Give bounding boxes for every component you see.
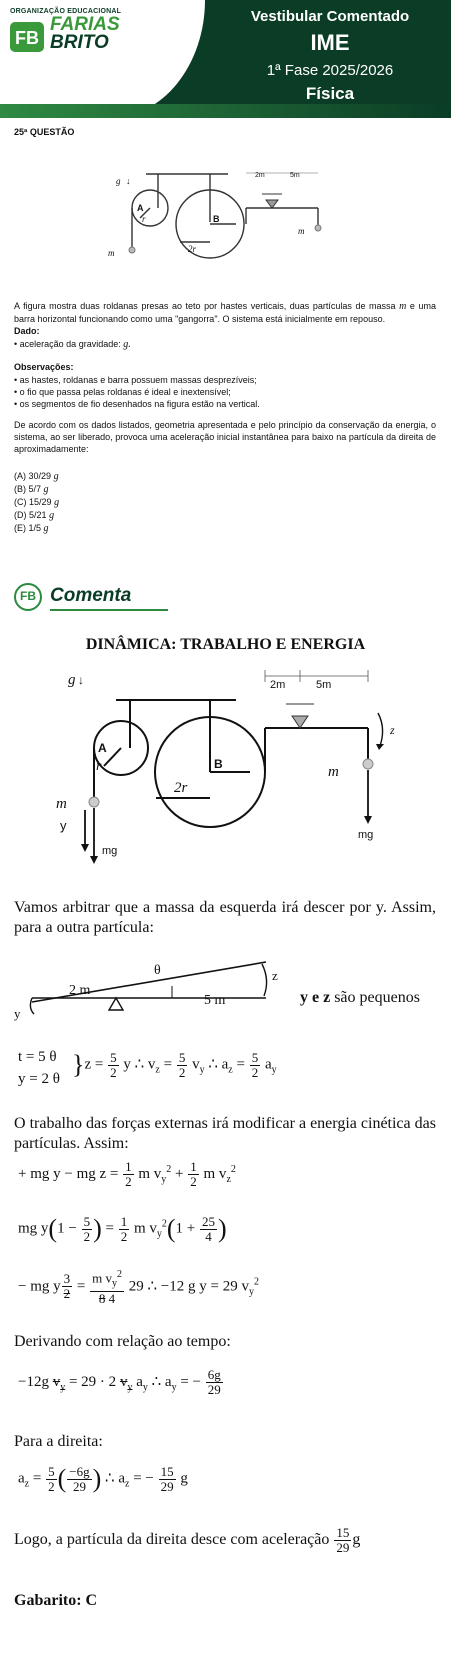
header-accent-bar [0,104,451,118]
seesaw-theta: θ [154,963,161,978]
fig2-mass-left: m [56,796,67,812]
fig1-radius-a: r [142,214,146,224]
fig2-spacing2: 5m [316,679,332,691]
statement-part1: A figura mostra duas roldanas presas ao teto por hastes verticais, duas partículas de massa [14,301,396,311]
comenta-badge-icon: FB [14,583,42,611]
para-trabalho: O trabalho das forças externas irá modificar a energia cinética das partículas. Assim: [14,1115,436,1152]
logo-mark-icon [10,22,44,52]
seesaw-figure [14,952,284,1022]
obs-item-2: • o fio que passa pelas roldanas é ideal e inextensível; [14,387,231,397]
fig1-mass-left: m [108,248,115,258]
question-statement [14,300,436,325]
para-direita: Para a direita: [14,1433,103,1450]
option-e[interactable]: (E) 1/5 g [14,523,49,534]
svg-text:↓: ↓ [78,673,84,687]
fig2-mass-right: m [328,764,339,780]
question-prompt: De acordo com os dados listados, geometria apresentada e pelo princípio da conservação da energia, o sistema, ao ser liberado, provoca uma aceleração inicial instantânea para baixo na partícula da direita de aproximadamente: [14,420,436,454]
para-derivando: Derivando com relação ao tempo: [14,1333,231,1350]
eq-derivative: −12g $v_y = 29 \cdot 2$ $v_y$ $a_y$ ∴ $a_y$ = − $\frac{6g}{29}$ [18,1367,221,1397]
fig1-spacing1: 2m [255,172,265,179]
pivot-icon-3 [109,998,123,1010]
fig2-radius-b: 2r [174,780,188,796]
comenta-underline [50,609,168,611]
obs-item-3: • os segmentos de fio desenhados na figura estão na vertical. [14,399,260,409]
header-phase: 1ª Fase 2025/2026 [266,62,394,79]
seesaw-d2: 5 m [204,993,226,1008]
svg-text:↓: ↓ [126,176,131,186]
obs-item-1: • as hastes, roldanas e barra possuem massas desprezíveis; [14,375,257,385]
question-figure [100,168,350,280]
comenta-heading [14,583,164,613]
comenta-label: Comenta [50,585,132,606]
para-arbitrar: Vamos arbitrar que a massa da esquerda irá descer por y. Assim, para a outra partícula: [14,899,436,936]
eq-az: $a_z$ = $\frac{5}{2}$ ( $\frac{-6g}{29}$ ) ∴ $a_z$ = − $\frac{15}{29}$ g [18,1463,188,1494]
option-a[interactable]: (A) 30/29 g [14,471,59,482]
fig1-radius-b: 2r [188,244,197,254]
data-item: • aceleração da gravidade: g. [14,339,131,350]
obs-label: Observações: [14,362,74,372]
header-exam: IME [310,30,350,55]
option-d[interactable]: (D) 5/21 g [14,510,55,521]
eq-z-relations: }z = $\frac{5}{2}$ y ∴ $v_z$ = $\frac{5}{2}$ $v_y$ ∴ $a_z$ = $\frac{5}{2}$ $a_y$ [72,1049,277,1080]
logo-word-brito: BRITO [50,32,109,53]
comment-figure [48,668,408,868]
option-c[interactable]: (C) 15/29 g [14,497,60,508]
eq-energy-1: + mg y − mg z = $\frac{1}{2}$ m $v_y^2$ + $\frac{1}{2}$ m $v_z^2$ [18,1159,236,1189]
statement-m: m [399,301,407,312]
fig2-g-label: g [68,672,76,688]
option-b[interactable]: (B) 5/7 g [14,484,49,495]
seesaw-y: y [14,1006,21,1021]
page-header [0,0,451,118]
fig2-radius-a: r [96,759,102,774]
org-label: ORGANIZAÇÃO EDUCACIONAL [10,8,122,15]
fig2-pulley-b: B [214,757,223,771]
pivot-icon-2 [292,716,308,728]
eq-energy-3: − mg y $\frac{3}{2}$ = $\frac{m v_y^2}{8 4}$ 29 ∴ −12 g y = 29 $v_y^2$ [18,1269,259,1306]
seesaw-z: z [272,968,278,983]
fig2-mg-right: mg [358,829,374,841]
fig1-pulley-a: A [137,203,144,213]
statement-part2: e uma barra horizontal funcionando como uma "gangorra". O sistema está inicialmente em repouso. [14,301,436,324]
pivot-icon [266,200,278,208]
seesaw-d1: 2 m [69,983,91,998]
eq-energy-2: mg y(1 − $\frac{5}{2}$ ) = $\frac{1}{2}$ m $v_y^2(1$ + $\frac{25}{4}$ ) [18,1213,227,1244]
fig1-spacing2: 5m [290,172,300,179]
header-subject: Física [305,84,355,103]
header-title: Vestibular Comentado [250,8,410,25]
section-title: DINÂMICA: TRABALHO E ENERGIA [85,636,366,653]
fig2-mg-left: mg [102,845,118,857]
fig2-pulley-a: A [98,741,107,755]
seesaw-note: y e z são pequenos [300,989,420,1006]
data-label: Dado: [14,326,40,336]
fig1-mass-right: m [298,226,305,236]
fig2-spacing1: 2m [270,679,286,691]
fig2-z-label: z [390,723,395,737]
question-number: 25ª QUESTÃO [14,127,75,137]
fig1-g-label: g [116,176,121,186]
fig1-pulley-b: B [213,214,220,224]
fig2-y-label: y [60,818,67,833]
logo-mark-text: FB [15,28,39,48]
gabarito: Gabarito: C [14,1592,98,1609]
eq-small-angle: t = 5 θ y = 2 θ [18,1049,60,1087]
para-logo: Logo, a partícula da direita desce com aceleração $\frac{15}{29}$ g [14,1525,361,1555]
logo-word-farias: FARIAS [50,14,120,35]
